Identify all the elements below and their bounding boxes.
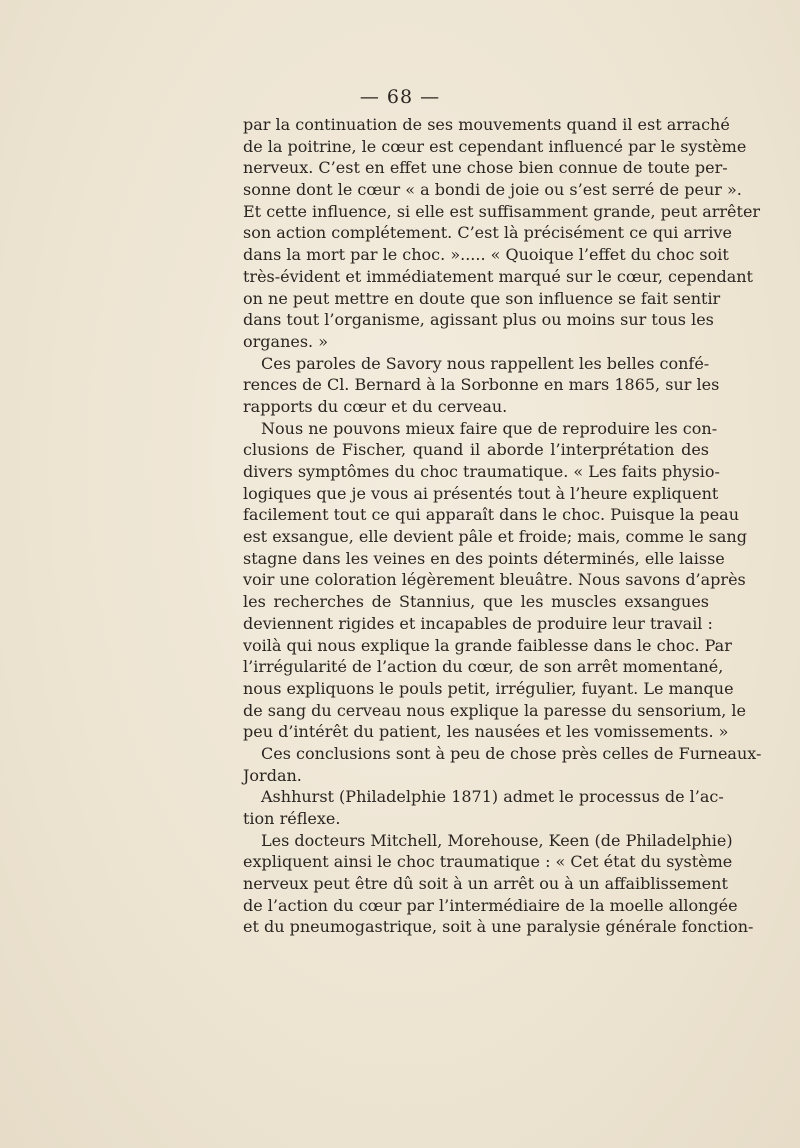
text-line: nerveux peut être dû soit à un arrêt ou à un affaiblissement <box>243 874 728 894</box>
text-line: organes. » <box>243 331 329 351</box>
text-line: stagne dans les veines en des points déterminés, elle laisse <box>243 548 725 568</box>
text-line: clusions de Fischer, quand il aborde l’interprétation des <box>243 440 709 460</box>
text-line: Et cette influence, si elle est suffisamment grande, peut arrêter <box>243 201 761 221</box>
text-line: et du pneumogastrique, soit à une paralysie générale fonction- <box>243 917 754 937</box>
text-line: logiques que je vous ai présentés tout à l’heure expliquent <box>243 483 719 503</box>
body-text <box>243 114 762 938</box>
text-line: Ces paroles de Savory nous rappellent les belles confé- <box>261 353 710 373</box>
text-line: de l’action du cœur par l’intermédiaire de la moelle allongée <box>243 895 738 915</box>
text-line: les recherches de Stannius, que les muscles exsangues <box>243 592 709 612</box>
text-line: rences de Cl. Bernard à la Sorbonne en mars 1865, sur les <box>243 375 720 395</box>
text-line: son action complétement. C’est là précisément ce qui arrive <box>243 223 732 243</box>
text-line: facilement tout ce qui apparaît dans le choc. Puisque la peau <box>243 505 739 525</box>
text-line: Ces conclusions sont à peu de chose près celles de Furneaux- <box>261 743 762 763</box>
text-line: par la continuation de ses mouvements quand il est arraché <box>243 115 730 134</box>
text-line: l’irrégularité de l’action du cœur, de son arrêt momentané, <box>243 657 724 677</box>
text-line: tion réflexe. <box>243 809 341 828</box>
text-line: Ashhurst (Philadelphie 1871) admet le processus de l’ac- <box>261 787 724 807</box>
text-line: dans tout l’organisme, agissant plus ou moins sur tous les <box>243 310 714 330</box>
text-line: nerveux. C’est en effet une chose bien connue de toute per- <box>243 158 728 178</box>
text-line: de sang du cerveau nous explique la paresse du sensorium, le <box>243 700 747 720</box>
text-line: sonne dont le cœur « a bondi de joie ou s’est serré de peur ». <box>243 180 742 200</box>
text-line: Jordan. <box>243 765 302 785</box>
text-line: voir une coloration légèrement bleuâtre. Nous savons d’après <box>243 570 746 590</box>
text-line: on ne peut mettre en doute que son influence se fait sentir <box>243 288 721 308</box>
text-line: voilà qui nous explique la grande faiblesse dans le choc. Par <box>243 635 732 655</box>
page-number: — 68 — <box>359 86 441 108</box>
text-line: deviennent rigides et incapables de produire leur travail : <box>243 613 713 633</box>
text-line: dans la mort par le choc. »..... « Quoique l’effet du choc soit <box>243 245 729 265</box>
text-line: expliquent ainsi le choc traumatique : « Cet état du système <box>243 852 733 872</box>
text-line: divers symptômes du choc traumatique. « Les faits physio- <box>243 462 720 481</box>
text-line: rapports du cœur et du cerveau. <box>243 396 508 416</box>
text-line: est exsangue, elle devient pâle et froide; mais, comme le sang <box>243 527 747 547</box>
text-line: Nous ne pouvons mieux faire que de reproduire les con- <box>261 418 718 438</box>
text-line: peu d’intérêt du patient, les nausées et les vomissements. » <box>243 722 729 742</box>
text-line: très-évident et immédiatement marqué sur le cœur, cependant <box>243 266 753 286</box>
text-line: Les docteurs Mitchell, Morehouse, Keen (de Philadelphie) <box>261 830 733 850</box>
text-line: de la poitrine, le cœur est cependant influencé par le système <box>243 136 747 156</box>
text-line: nous expliquons le pouls petit, irrégulier, fuyant. Le manque <box>243 678 734 698</box>
